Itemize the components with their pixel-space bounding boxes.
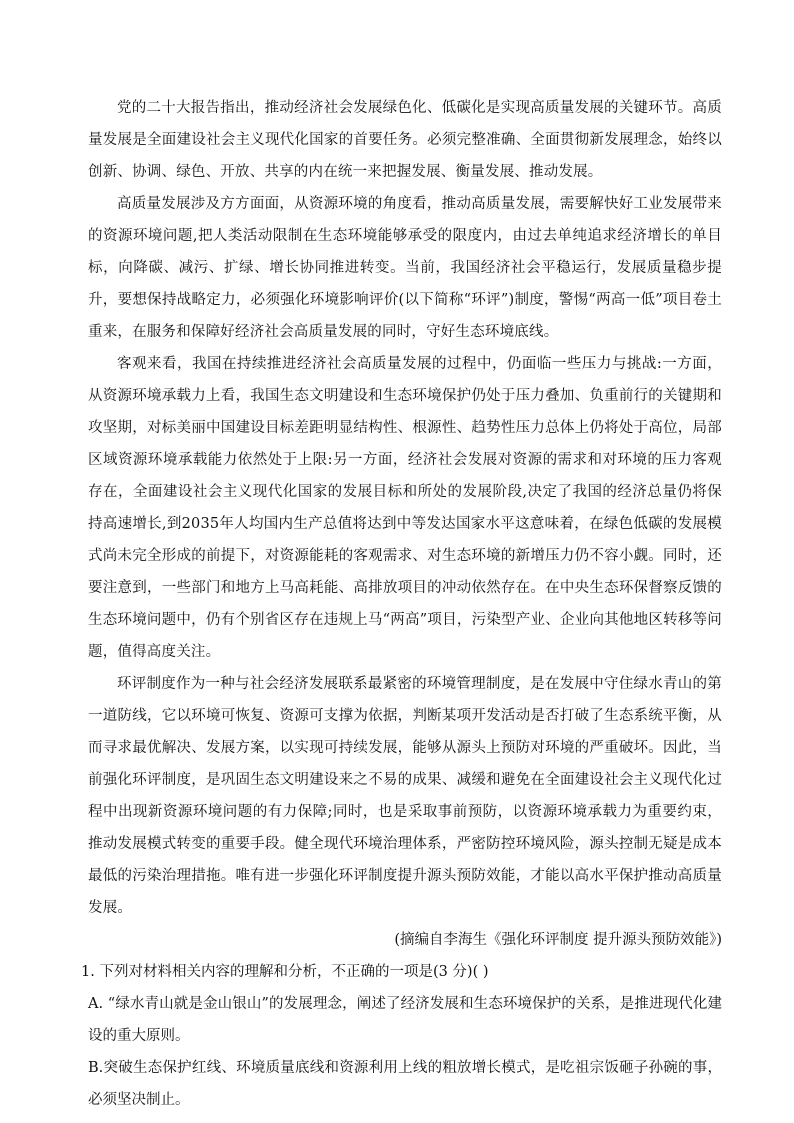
question-option-a (88, 988, 722, 1052)
article-paragraph-3: 客观来看，我国在持续推进经济社会高质量发展的过程中，仍面临一些压力与挑战:一方面，从资源环境承载力上看，我国生态文明建设和生态环境保护仍处于压力叠加、负重前行的关键期和攻坚期，对标美丽中国建设目标差距明显结构性、根源性、趋势性压力总体上仍将处于高位，局部区域资源环境承载能力依然处于上限:另一方面，经济社会发展对资源的需求和对环境的压力客观存在，全面建设社会主义现代化国家的发展目标和所处的发展阶段,决定了我国的经济总量仍将保持高速增长,到2035年人均国内生产总值将达到中等发达国家水平这意味着，在绿色低碳的发展模式尚未完全形成的前提下，对资源能耗的客观需求、对生态环境的新增压力仍不容小觑。同时，还要注意到，一些部门和地方上马高耗能、高排放项目的冲动依然存在。在中央生态环保督察反馈的生态环境问题中，仍有个别省区存在违规上马“两高”项目，污染型产业、企业向其他地区转移等问题，值得高度关注。 (88, 356, 722, 660)
question-1 (81, 956, 722, 1116)
option-b-text: B.突破生态保护红线、环境质量底线和资源利用上线的粗放增长模式，是吃祖宗饭砸子孙碗的事，必须坚决制止。 (88, 1060, 722, 1108)
article-paragraph-2: 高质量发展涉及方方面面，从资源环境的角度看，推动高质量发展，需要解快好工业发展带来的资源环境问题,把人类活动限制在生态环境能够承受的限度内，由过去单纯追求经济增长的单目标，向降碳、减污、扩绿、增长协同推进转变。当前，我国经济社会平稳运行，发展质量稳步提升，要想保持战略定力，必须强化环境影响评价(以下简称“环评”)制度，警惕“两高一低”项目卷土重来，在服务和保障好经济社会高质量发展的同时，守好生态环境底线。 (88, 196, 722, 340)
article-source: (摘编自李海生《强化环评制度 提升源头预防效能》) (394, 932, 722, 948)
document-page (81, 92, 722, 1116)
question-option-b (88, 1052, 722, 1116)
option-a-text: A. “绿水青山就是金山银山”的发展理念，阐述了经济发展和生态环境保护的关系，是推进现代化建设的重大原则。 (88, 996, 722, 1044)
question-stem: 1. 下列对材料相关内容的理解和分析，不正确的一项是(3 分)( ) (81, 964, 489, 980)
article-paragraph-1: 党的二十大报告指出，推动经济社会发展绿色化、低碳化是实现高质量发展的关键环节。高质量发展是全面建设社会主义现代化国家的首要任务。必须完整准确、全面贯彻新发展理念，始终以创新、协调、绿色、开放、共享的内在统一来把握发展、衡量发展、推动发展。 (88, 100, 722, 180)
article-paragraph-4: 环评制度作为一种与社会经济发展联系最紧密的环境管理制度，是在发展中守住绿水青山的第一道防线，它以环境可恢复、资源可支撑为依据，判断某项开发活动是否打破了生态系统平衡，从而寻求最优解决、发展方案，以实现可持续发展，能够从源头上预防对环境的严重破坏。因此，当前强化环评制度，是巩固生态文明建设来之不易的成果、减缓和避免在全面建设社会主义现代化过程中出现新资源环境问题的有力保障;同时，也是采取事前预防，以资源环境承载力为重要约束，推动发展模式转变的重要手段。健全现代环境治理体系，严密防控环境风险，源头控制无疑是成本最低的污染治理措拖。唯有进一步强化环评制度提升源头预防效能，才能以高水平保护推动高质量发展。 (88, 676, 722, 916)
